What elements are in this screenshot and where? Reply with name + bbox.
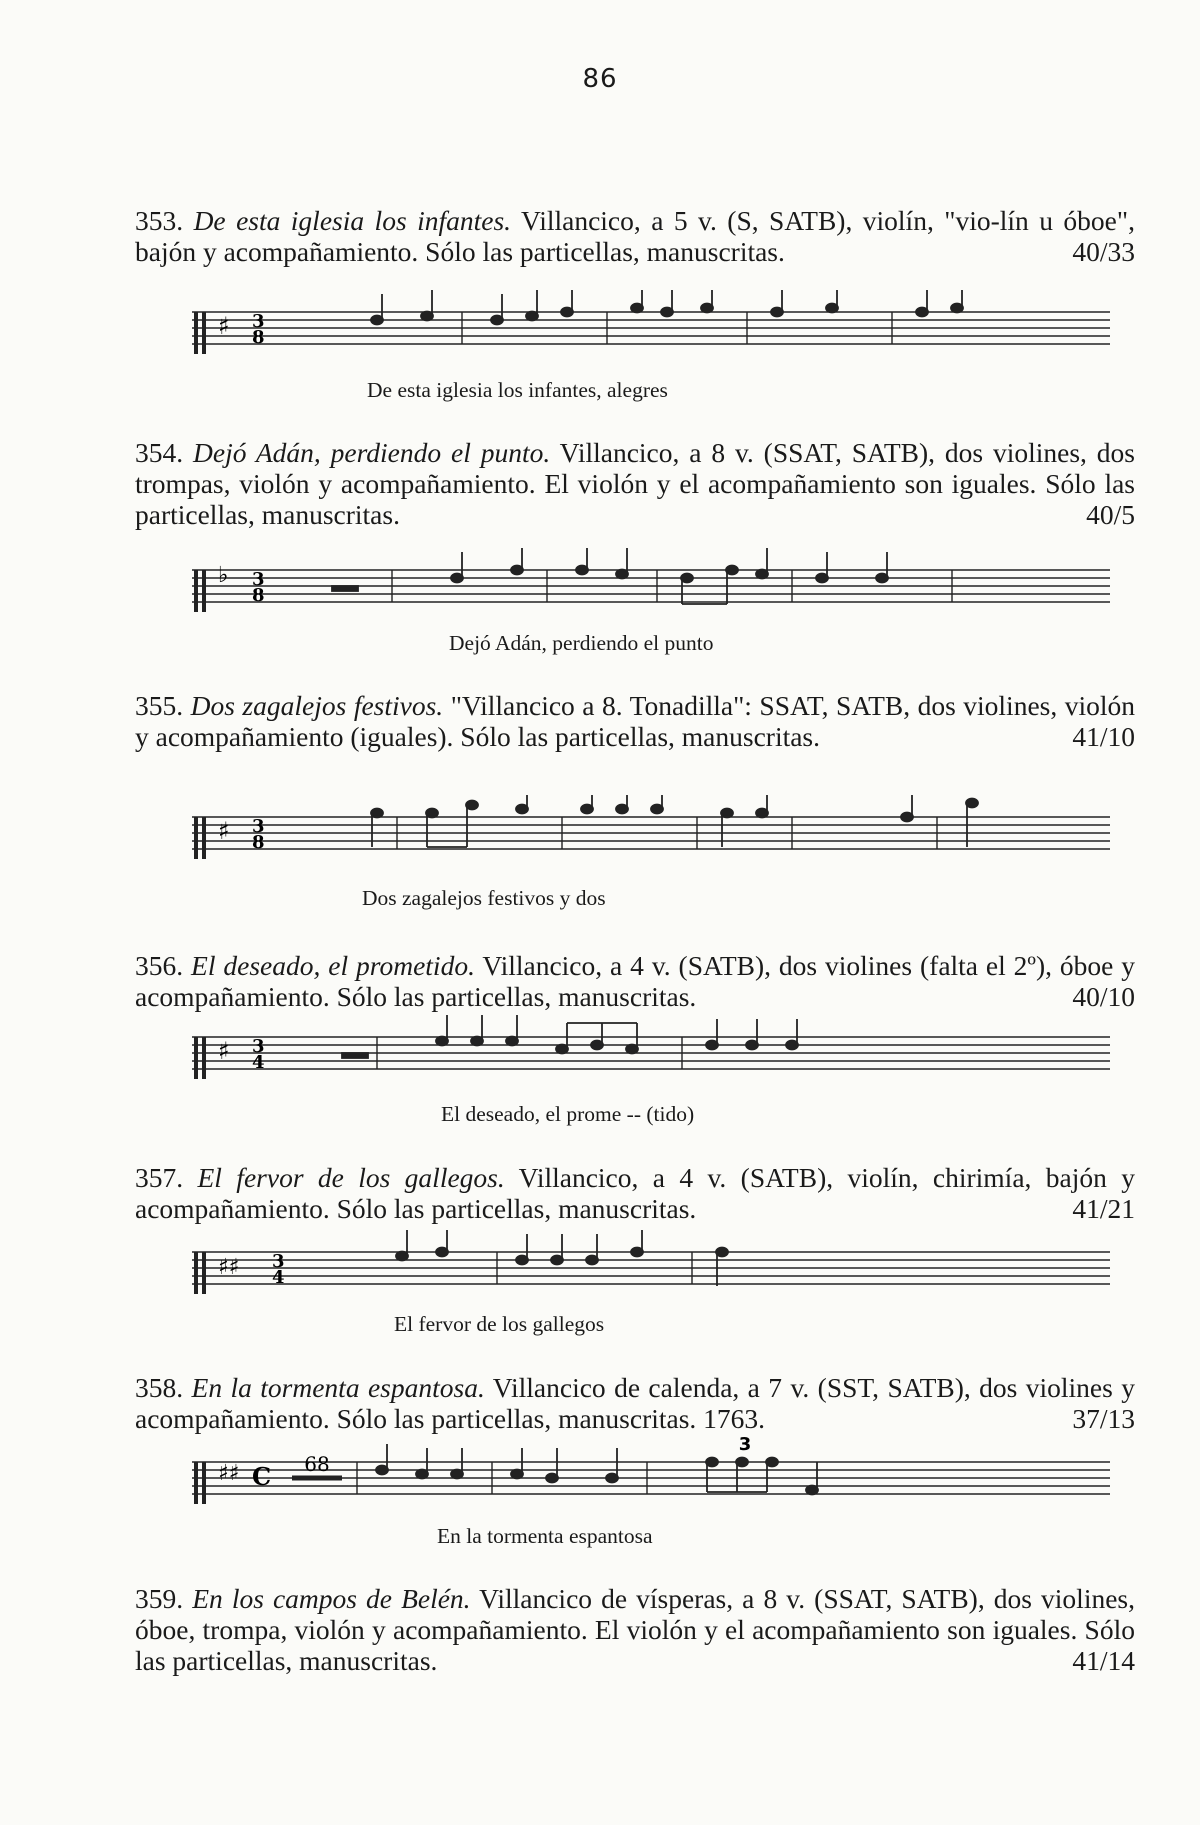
archive-reference: 41/14	[1072, 1645, 1135, 1676]
entry-description: Villancico, a 4 v. (SATB), violín, chirimía, bajón y acompañamiento. Sólo las particellas, manuscritas.	[135, 1162, 1135, 1224]
archive-reference: 37/13	[1072, 1403, 1135, 1434]
svg-text:3: 3	[252, 311, 265, 332]
entry-text: 353. De esta iglesia los infantes. Villancico, a 5 v. (S, SATB), violín, "vio-lín u óboe", bajón y acompañamiento. Sólo las particellas, manuscritas. 40/33	[135, 205, 1135, 267]
archive-reference: 40/5	[1086, 499, 1135, 530]
archive-reference: 40/33	[1072, 236, 1135, 267]
entry-text: 354. Dejó Adán, perdiendo el punto. Villancico, a 8 v. (SSAT, SATB), dos violines, dos trompas, violón y acompañamiento. El violón y el acompañamiento son iguales. Sólo las particellas, manuscritas. 40/5	[135, 437, 1135, 530]
svg-text:C: C	[252, 1462, 272, 1491]
incipit-lyrics: Dejó Adán, perdiendo el punto	[449, 631, 714, 655]
entry-description: Villancico, a 4 v. (SATB), dos violines (falta el 2º), óboe y acompañamiento. Sólo las particellas, manuscritas.	[135, 950, 1135, 1012]
entry-description: "Villancico a 8. Tonadilla": SSAT, SATB, dos violines, violón y acompañamiento (iguales). Sólo las particellas, manuscritas.	[135, 690, 1135, 752]
c-clef-icon	[196, 1252, 204, 1294]
entry-text: 359. En los campos de Belén. Villancico de vísperas, a 8 v. (SSAT, SATB), dos violines, óboe, trompa, violón y acompañamiento. El violón y el acompañamiento son iguales. Sólo las particellas, manuscritas. 41/14	[135, 1583, 1135, 1676]
entry-title: En la tormenta espantosa.	[191, 1372, 485, 1403]
entry-text: 356. El deseado, el prometido. Villancico, a 4 v. (SATB), dos violines (falta el 2º), óboe y acompañamiento. Sólo las particellas, manuscritas. 40/10	[135, 950, 1135, 1012]
catalog-entry-358	[135, 1372, 1135, 1434]
music-incipit-358	[192, 1434, 1110, 1520]
incipit-lyrics: De esta iglesia los infantes, alegres	[367, 378, 668, 402]
svg-text:8: 8	[252, 585, 265, 606]
archive-reference: 41/10	[1072, 721, 1135, 752]
svg-text:♯: ♯	[218, 312, 230, 340]
music-incipit-356	[192, 1015, 1110, 1095]
c-clef-icon	[196, 817, 204, 859]
entry-title: En los campos de Belén.	[192, 1583, 471, 1614]
staff-notation	[192, 290, 1110, 370]
svg-text:3: 3	[272, 1251, 285, 1272]
svg-text:3: 3	[252, 1036, 265, 1057]
incipit-lyrics: El deseado, el prome -- (tido)	[441, 1102, 695, 1126]
c-clef-icon	[196, 570, 204, 612]
staff-notation	[192, 1015, 1110, 1095]
staff-notation	[192, 548, 1110, 628]
archive-reference: 40/10	[1072, 981, 1135, 1012]
music-incipit-354	[192, 548, 1110, 628]
entry-title: El fervor de los gallegos.	[197, 1162, 505, 1193]
catalog-entry-355	[135, 690, 1135, 752]
svg-text:3: 3	[252, 816, 265, 837]
entry-title: El deseado, el prometido.	[191, 950, 475, 981]
svg-text:8: 8	[252, 832, 265, 853]
svg-text:68: 68	[304, 1452, 330, 1476]
catalog-entry-357	[135, 1162, 1135, 1224]
entry-title: De esta iglesia los infantes.	[193, 205, 512, 236]
music-incipit-353	[192, 290, 1110, 370]
music-incipit-357	[192, 1230, 1110, 1310]
svg-text:3: 3	[252, 569, 265, 590]
c-clef-icon	[196, 1462, 204, 1504]
svg-text:4: 4	[272, 1267, 285, 1288]
svg-text:♯♯: ♯♯	[218, 1255, 240, 1280]
archive-reference: 41/21	[1072, 1193, 1135, 1224]
svg-text:8: 8	[252, 327, 265, 348]
staff-notation	[192, 795, 1110, 875]
entry-title: Dejó Adán, perdiendo el punto.	[193, 437, 551, 468]
svg-text:♯: ♯	[218, 817, 230, 845]
c-clef-icon	[196, 312, 204, 354]
entry-text: 355. Dos zagalejos festivos. "Villancico a 8. Tonadilla": SSAT, SATB, dos violines, violón y acompañamiento (iguales). Sólo las particellas, manuscritas. 41/10	[135, 690, 1135, 752]
incipit-lyrics: El fervor de los gallegos	[394, 1312, 605, 1336]
page-number: 86	[582, 64, 618, 94]
entry-description: Villancico, a 8 v. (SSAT, SATB), dos violines, dos trompas, violón y acompañamiento. El violón y el acompañamiento son iguales. Sólo las particellas, manuscritas.	[135, 437, 1135, 530]
incipit-lyrics: Dos zagalejos festivos y dos	[362, 886, 606, 910]
incipit-lyrics: En la tormenta espantosa	[437, 1524, 653, 1548]
svg-text:4: 4	[252, 1052, 265, 1073]
entry-text: 357. El fervor de los gallegos. Villancico, a 4 v. (SATB), violín, chirimía, bajón y acompañamiento. Sólo las particellas, manuscritas. 41/21	[135, 1162, 1135, 1224]
svg-text:♯: ♯	[218, 1037, 230, 1065]
entry-title: Dos zagalejos festivos.	[190, 690, 444, 721]
svg-text:3: 3	[738, 1434, 752, 1455]
c-clef-icon	[196, 1037, 204, 1079]
entry-description: Villancico, a 5 v. (S, SATB), violín, "vio-lín u óboe", bajón y acompañamiento. Sólo las particellas, manuscritas.	[135, 205, 1135, 267]
catalog-entry-359	[135, 1583, 1135, 1676]
catalog-entry-353	[135, 205, 1135, 267]
music-incipit-355	[192, 795, 1110, 875]
catalog-entry-354	[135, 437, 1135, 530]
entry-text: 358. En la tormenta espantosa. Villancico de calenda, a 7 v. (SST, SATB), dos violines y acompañamiento. Sólo las particellas, manuscritas. 1763. 37/13	[135, 1372, 1135, 1434]
svg-text:♯♯: ♯♯	[218, 1461, 240, 1486]
staff-notation	[192, 1434, 1110, 1520]
svg-text:♭: ♭	[218, 563, 229, 588]
catalog-entry-356	[135, 950, 1135, 1012]
entry-description: Villancico de calenda, a 7 v. (SST, SATB), dos violines y acompañamiento. Sólo las particellas, manuscritas. 1763.	[135, 1372, 1135, 1434]
entry-description: Villancico de vísperas, a 8 v. (SSAT, SATB), dos violines, óboe, trompa, violón y acompañamiento. El violón y el acompañamiento son iguales. Sólo las particellas, manuscritas.	[135, 1583, 1135, 1676]
staff-notation	[192, 1230, 1110, 1310]
